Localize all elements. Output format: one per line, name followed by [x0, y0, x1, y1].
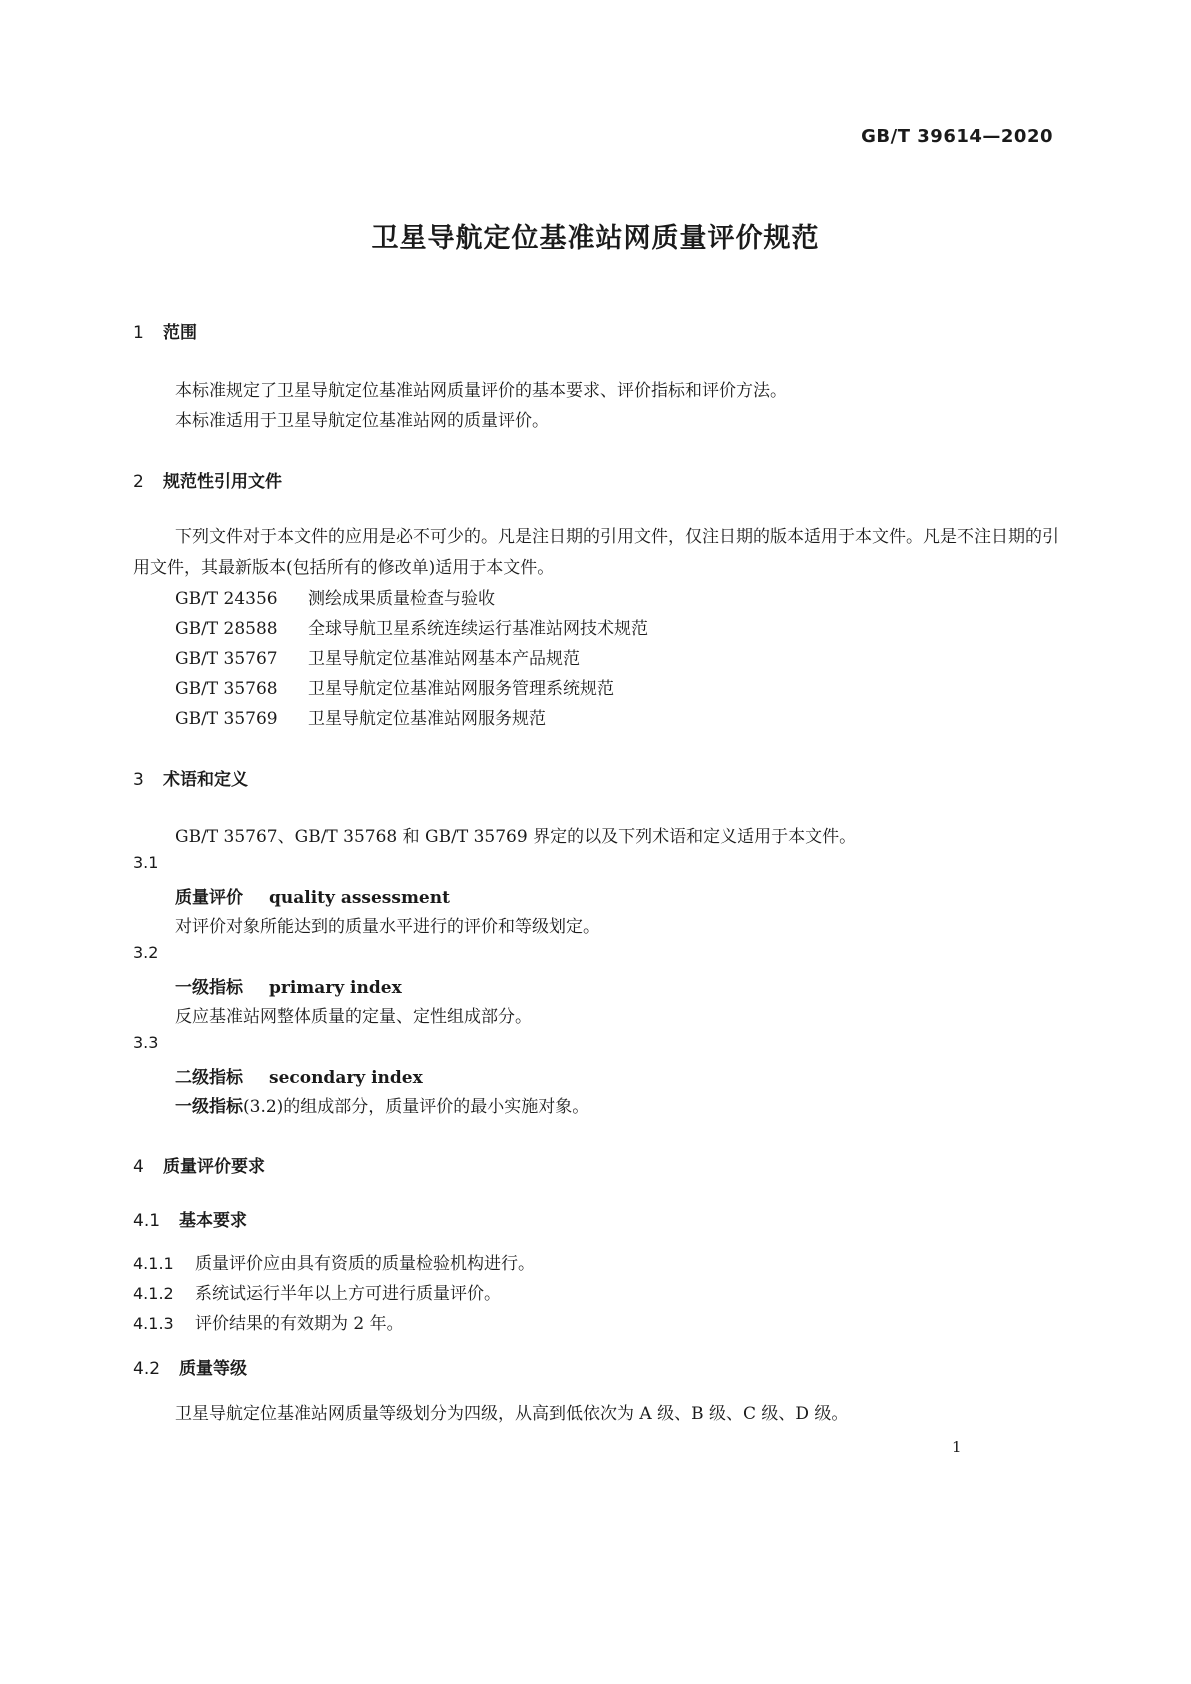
paragraph: 卫星导航定位基准站网质量等级划分为四级，从高到低依次为 A 级、B 级、C 级、D 级。 [175, 1404, 849, 1424]
term-en: primary index [269, 978, 402, 998]
paragraph: GB/T 35767、GB/T 35768 和 GB/T 35769 界定的以及下列术语和定义适用于本文件。 [175, 827, 857, 847]
paragraph: 本标准规定了卫星导航定位基准站网质量评价的基本要求、评价指标和评价方法。 [175, 381, 787, 401]
clause-text: 质量评价应由具有资质的质量检验机构进行。 [195, 1254, 535, 1274]
term-entry [175, 1063, 423, 1088]
term-definition [175, 1092, 589, 1117]
clause [133, 1249, 535, 1274]
reference-code: GB/T 35767 [175, 649, 278, 669]
clause-number: 4.1.3 [133, 1314, 174, 1333]
reference-item [175, 614, 648, 639]
subsection-title: 基本要求 [179, 1211, 247, 1231]
section-title: 范围 [163, 323, 197, 343]
section-title: 质量评价要求 [163, 1157, 265, 1177]
term-en: secondary index [269, 1068, 423, 1088]
reference-code: GB/T 28588 [175, 619, 278, 639]
reference-title: 卫星导航定位基准站网服务规范 [308, 709, 546, 729]
term-entry [175, 973, 402, 998]
reference-title: 卫星导航定位基准站网基本产品规范 [308, 649, 580, 669]
paragraph: 本标准适用于卫星导航定位基准站网的质量评价。 [175, 411, 549, 431]
reference-code: GB/T 35769 [175, 709, 278, 729]
clause [133, 1309, 404, 1334]
reference-title: 测绘成果质量检查与验收 [308, 589, 495, 609]
term-definition: 对评价对象所能达到的质量水平进行的评价和等级划定。 [175, 917, 600, 937]
paragraph: 下列文件对于本文件的应用是必不可少的。凡是注日期的引用文件，仅注日期的版本适用于本文件。凡是不注日期的引用文件，其最新版本(包括所有的修改单)适用于本文件。 [133, 527, 1059, 578]
section-2-heading [133, 467, 282, 492]
reference-code: GB/T 35768 [175, 679, 278, 699]
subsection-number: 4.1 [133, 1211, 161, 1231]
section-3-heading [133, 765, 248, 790]
clause-number: 4.1.1 [133, 1254, 174, 1273]
reference-item [175, 584, 495, 609]
section-title: 术语和定义 [163, 770, 248, 790]
term-zh: 二级指标 [175, 1068, 243, 1088]
term-zh: 一级指标 [175, 978, 243, 998]
section-number: 2 [133, 472, 144, 492]
subsection-number: 4.2 [133, 1359, 161, 1379]
standard-code: GB/T 39614—2020 [861, 126, 1053, 147]
reference-item [175, 704, 546, 729]
subsection-4-1-heading [133, 1206, 247, 1231]
term-reference: 一级指标 [175, 1097, 243, 1117]
clause-text: 系统试运行半年以上方可进行质量评价。 [195, 1284, 501, 1304]
term-en: quality assessment [269, 888, 450, 908]
reference-code: GB/T 24356 [175, 589, 278, 609]
reference-title: 全球导航卫星系统连续运行基准站网技术规范 [308, 619, 648, 639]
section-number: 3 [133, 770, 144, 790]
subsection-4-2-heading [133, 1354, 247, 1379]
clause-number: 4.1.2 [133, 1284, 174, 1303]
document-title: 卫星导航定位基准站网质量评价规范 [371, 223, 820, 254]
section-4-heading [133, 1152, 265, 1177]
reference-item [175, 674, 614, 699]
page-number: 1 [952, 1438, 962, 1456]
term-entry [175, 883, 450, 908]
clause [133, 1279, 501, 1304]
section-title: 规范性引用文件 [163, 472, 282, 492]
section-1-heading [133, 318, 197, 343]
term-zh: 质量评价 [175, 888, 243, 908]
term-number: 3.1 [133, 853, 159, 872]
term-number: 3.2 [133, 943, 159, 962]
section-number: 1 [133, 323, 144, 343]
term-number: 3.3 [133, 1033, 159, 1052]
term-definition-text: (3.2)的组成部分，质量评价的最小实施对象。 [243, 1097, 590, 1117]
clause-text: 评价结果的有效期为 2 年。 [195, 1314, 404, 1334]
section-number: 4 [133, 1157, 144, 1177]
subsection-title: 质量等级 [179, 1359, 247, 1379]
reference-title: 卫星导航定位基准站网服务管理系统规范 [308, 679, 614, 699]
reference-item [175, 644, 580, 669]
term-definition: 反应基准站网整体质量的定量、定性组成部分。 [175, 1007, 532, 1027]
